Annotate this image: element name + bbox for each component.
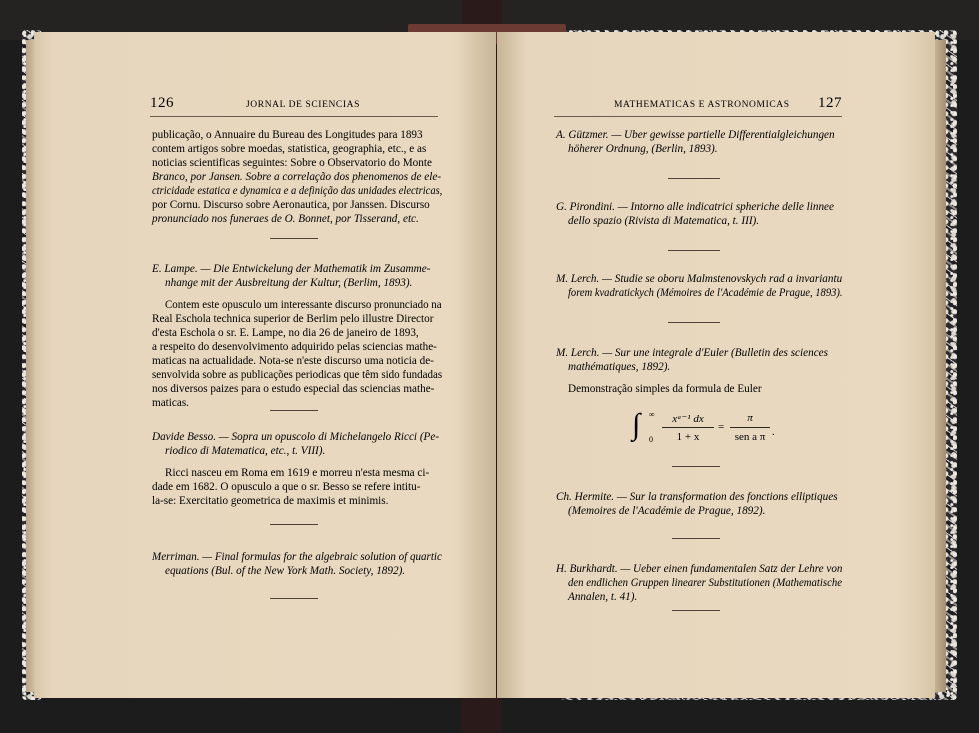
right-text-line: Annalen, t. 41). — [568, 591, 638, 603]
left-text-line: Real Eschola technica superior de Berlim pelo illustre Director — [152, 313, 434, 325]
left-text-line: equations (Bul. of the New York Math. Society, 1892). — [165, 565, 406, 577]
left-text-line: Davide Besso. — Sopra un opuscolo di Michelangelo Ricci (Pe- — [152, 431, 440, 443]
left-text-line: por Cornu. Discurso sobre Aeronautica, por Janssen. Discurso — [152, 199, 430, 211]
right-text-line: dello spazio (Rivista di Matematica, t. III). — [568, 215, 760, 227]
left-text-line: Contem este opusculo um interessante discurso pronunciado na — [165, 299, 442, 311]
right-text-line: M. Lerch. — Sur une integrale d'Euler (Bulletin des sciences — [556, 347, 828, 359]
left-page-number: 126 — [150, 95, 174, 111]
left-text-line: nhange mit der Ausbreitung der Kultur, (Berlim, 1893). — [165, 277, 413, 289]
right-text-line: forem kvadratickych (Mémoires de l'Académie de Prague, 1893). — [568, 287, 843, 299]
left-text-line: dade em 1682. O opusculo a que o sr. Besso se refere intitu- — [152, 481, 421, 493]
right-running-head: MATHEMATICAS E ASTRONOMICAS — [614, 100, 790, 110]
right-text-line: G. Pirondini. — Intorno alle indicatrici spheriche delle linnee — [556, 201, 834, 213]
left-head-rule — [150, 116, 438, 117]
fraction-bar — [662, 427, 714, 428]
left-text-line: Merriman. — Final formulas for the algebraic solution of quartic — [152, 551, 442, 563]
formula-period: . — [772, 426, 775, 438]
section-divider — [672, 538, 720, 539]
right-page-number: 127 — [818, 95, 842, 111]
fraction-bar — [730, 427, 770, 428]
section-divider — [672, 466, 720, 467]
euler-integral-formula — [632, 408, 775, 450]
formula-rhs-numerator: π — [747, 412, 753, 424]
left-text-line: Ricci nasceu em Roma em 1619 e morreu n'esta mesma ci- — [165, 467, 430, 479]
right-text-line: mathématiques, 1892). — [568, 361, 671, 373]
right-text-line: den endlichen Gruppen linearer Substitutionen (Mathematische — [568, 577, 843, 589]
left-text-line: publicação, o Annuaire du Bureau des Longitudes para 1893 — [152, 129, 423, 141]
left-text-line: maticas. — [152, 397, 189, 409]
right-text-line: (Memoires de l'Académie de Prague, 1892). — [568, 505, 766, 517]
formula-rhs-denominator: sen a π — [734, 431, 766, 443]
right-text-line: Ch. Hermite. — Sur la transformation des fonctions elliptiques — [556, 491, 838, 503]
right-text-line: A. Gützmer. — Uber gewisse partielle Differentialgleichungen — [556, 129, 835, 141]
left-text-line: d'esta Eschola o sr. E. Lampe, no dia 26 de janeiro de 1893, — [152, 327, 419, 339]
formula-denominator: 1 + x — [676, 431, 700, 443]
left-text-line: nos diversos paizes para o estudo especial das sciencias mathe- — [152, 383, 435, 395]
formula-upper-limit: ∞ — [649, 410, 655, 419]
section-divider — [668, 322, 720, 323]
left-text-line: maticas na actualidade. Nota-se n'este discurso uma noticia de- — [152, 355, 434, 367]
left-text-line: ctricidade estatica e dynamica e a definição das unidades electricas, — [152, 185, 443, 197]
section-divider — [270, 410, 318, 411]
right-text-line: H. Burkhardt. — Ueber einen fundamentalen Satz der Lehre von — [556, 563, 843, 575]
section-divider — [668, 178, 720, 179]
left-text-line: Branco, por Jansen. Sobre a correlação dos phenomenos de ele- — [152, 171, 442, 183]
integral-sign: ∫ — [632, 408, 641, 441]
left-text-line: contem artigos sobre moedas, statistica, geographia, etc., e as — [152, 143, 427, 155]
left-text-line: senvolvida sobre as publicações periodicas que têm sido fundadas — [152, 369, 443, 381]
formula-numerator: xᵃ⁻¹ dx — [672, 413, 704, 425]
left-text-line: E. Lampe. — Die Entwickelung der Mathematik im Zusamme- — [152, 263, 431, 275]
left-text-line: pronunciado nos funeraes de O. Bonnet, por Tisserand, etc. — [152, 213, 419, 225]
section-divider — [270, 238, 318, 239]
section-divider — [672, 610, 720, 611]
right-text-line: höherer Ordnung, (Berlin, 1893). — [568, 143, 718, 155]
equals-sign: = — [718, 421, 725, 433]
section-divider — [270, 598, 318, 599]
right-text-line: Demonstração simples da formula de Euler — [568, 383, 762, 395]
left-text-line: noticias scientificas seguintes: Sobre o Observatorio do Monte — [152, 157, 432, 169]
right-head-rule — [554, 116, 842, 117]
left-text-line: riodico di Matematica, etc., t. VIII). — [165, 445, 326, 457]
section-divider — [270, 524, 318, 525]
left-text-line: la-se: Exercitatio geometrica de maximis et minimis. — [152, 495, 389, 507]
left-text-line: a respeito do desenvolvimento adquirido pelas sciencias mathe- — [152, 341, 437, 353]
left-running-head: JORNAL DE SCIENCIAS — [246, 100, 360, 110]
section-divider — [668, 250, 720, 251]
formula-lower-limit: 0 — [649, 435, 653, 444]
right-text-line: M. Lerch. — Studie se oboru Malmstenovskych rad a invariantu — [556, 273, 843, 285]
